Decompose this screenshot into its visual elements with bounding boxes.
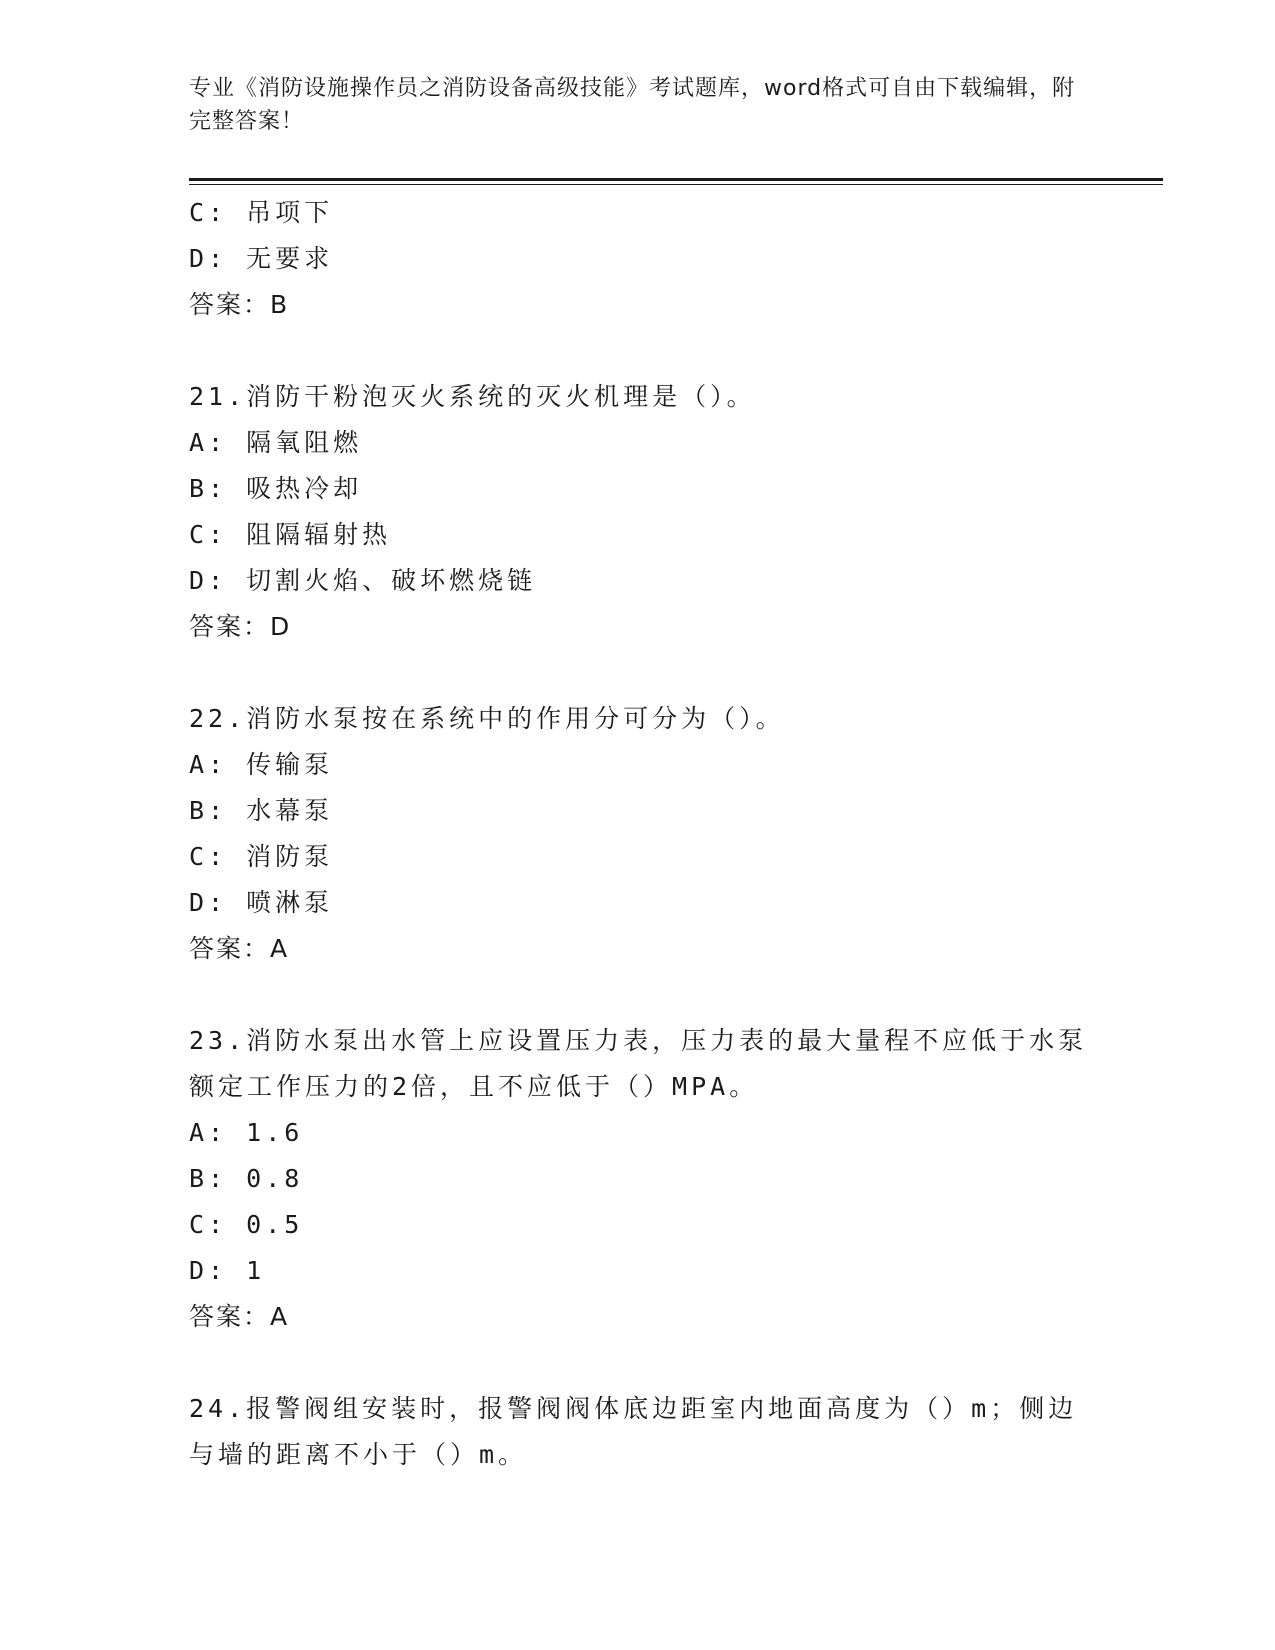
option-c: C: 0.5 [189,1210,304,1239]
spacer [189,972,1089,1018]
question-21 [189,374,1089,650]
option-b: B: 水幕泵 [189,796,334,825]
spacer [189,328,1089,374]
question-20-tail [189,190,1089,328]
option-d: D: 无要求 [189,244,334,273]
answer-line: 答案：A [189,934,290,963]
option-a: A: 传输泵 [189,750,334,779]
spacer [189,1340,1089,1386]
question-stem: 24.报警阀组安装时，报警阀阀体底边距室内地面高度为（）m；侧边与墙的距离不小于（）m。 [189,1394,1078,1469]
answer-line: 答案：B [189,290,290,319]
question-stem: 21.消防干粉泡灭火系统的灭火机理是（）。 [189,382,756,411]
header-divider [189,178,1163,181]
option-c: C: 吊项下 [189,198,334,227]
question-stem: 22.消防水泵按在系统中的作用分可分为（）。 [189,704,785,733]
option-b: B: 吸热冷却 [189,474,363,503]
option-c: C: 消防泵 [189,842,334,871]
header-title: 专业《消防设施操作员之消防设备高级技能》考试题库，word格式可自由下载编辑，附完整答案！ [189,76,1076,134]
question-22 [189,696,1089,972]
question-24 [189,1386,1089,1478]
option-a: A: 1.6 [189,1118,304,1147]
answer-line: 答案：A [189,1302,290,1331]
page-header [189,72,1089,138]
question-stem: 23.消防水泵出水管上应设置压力表，压力表的最大量程不应低于水泵额定工作压力的2倍，且不应低于（）MPA。 [189,1026,1088,1101]
question-23 [189,1018,1089,1340]
answer-line: 答案：D [189,612,292,641]
option-d: D: 1 [189,1256,266,1285]
option-c: C: 阻隔辐射热 [189,520,392,549]
spacer [189,650,1089,696]
option-a: A: 隔氧阻燃 [189,428,363,457]
option-b: B: 0.8 [189,1164,304,1193]
option-d: D: 切割火焰、破坏燃烧链 [189,566,537,595]
header-divider-thin [189,184,1163,185]
document-body [189,190,1089,1478]
option-d: D: 喷淋泵 [189,888,334,917]
